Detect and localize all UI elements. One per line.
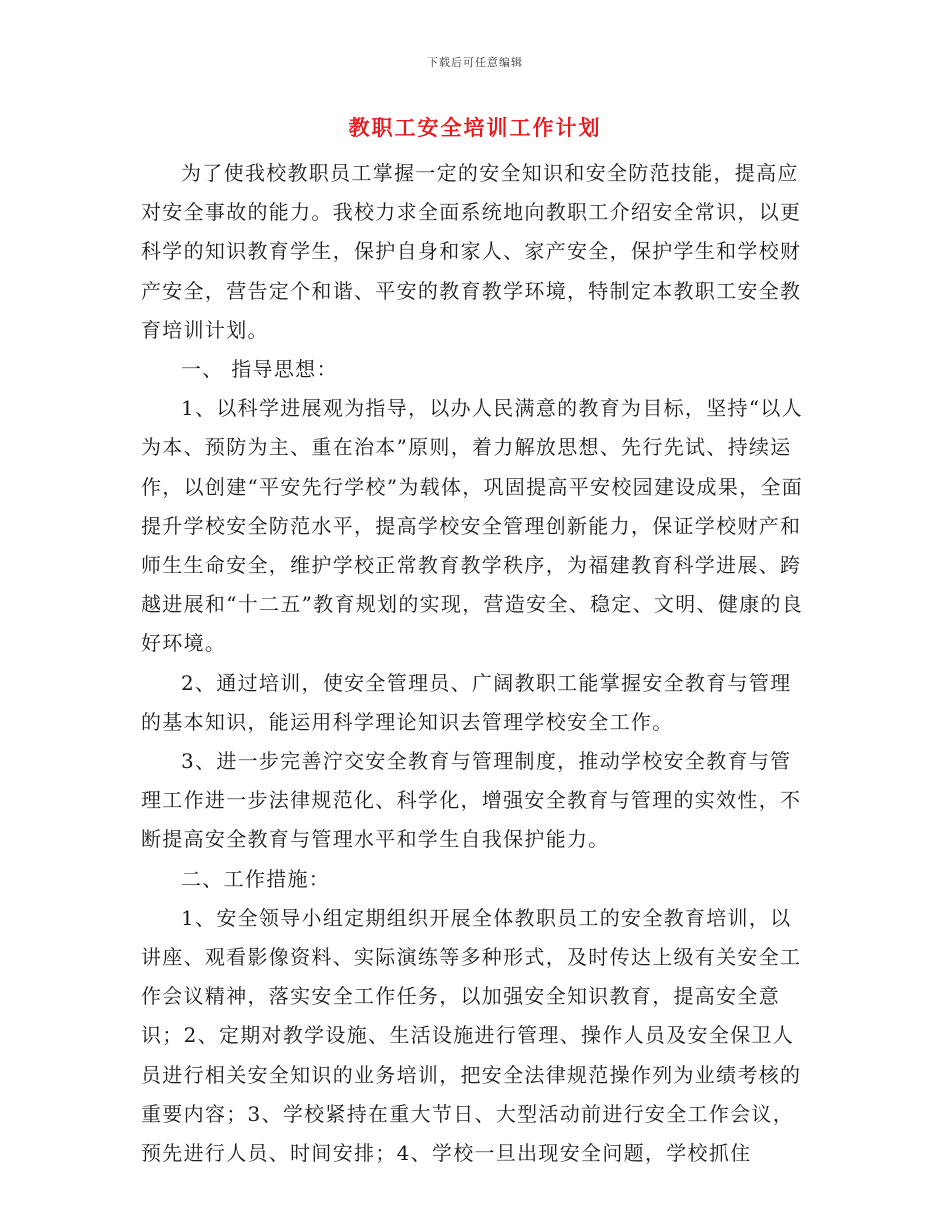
document-title: 教职工安全培训工作计划 — [348, 115, 602, 140]
section-heading-guiding-ideology: 一、 指导思想： — [181, 357, 338, 382]
guiding-ideology-item-1: 1、以科学进展观为指导，以办人民满意的教育为目标，坚持“以人为本、预防为主、重在治本”原则，着力解放思想、先行先试、持续运作，以创建“平安先行学校”为载体，巩固提高平安校园建设成果，全面提升学校安全防范水平，提高学校安全管理创新能力，保证学校财产和师生生命安全，维护学校正常教育教学秩序，为福建教育科学进展、跨越进展和“十二五”教育规划的实现，营造安全、稳定、文明、健康的良好环境。 — [141, 396, 804, 656]
intro-paragraph: 为了使我校教职员工掌握一定的安全知识和安全防范技能，提高应对安全事故的能力。我校力求全面系统地向教职工介绍安全常识，以更科学的知识教育学生，保护自身和家人、家产安全，保护学生和学校财产安全，营告定个和谐、平安的教育教学环境，特制定本教职工安全教育培训计划。 — [141, 161, 802, 342]
work-measures-paragraph: 1、安全领导小组定期组织开展全体教职员工的安全教育培训，以讲座、观看影像资料、实际演练等多种形式，及时传达上级有关安全工作会议精神，落实安全工作任务，以加强安全知识教育，提高安全意识；2、定期对教学设施、生活设施进行管理、操作人员及安全保卫人员进行相关安全知识的业务培训，把安全法律规范操作列为业绩考核的重要内容；3、学校紧持在重大节日、大型活动前进行安全工作会议，预先进行人员、时间安排；4、学校一旦出现安全问题，学校抓住 — [141, 905, 802, 1166]
page-header-note: 下载后可任意编辑 — [427, 56, 523, 69]
guiding-ideology-item-3: 3、进一步完善泞交安全教育与管理制度，推动学校安全教育与管理工作进一步法律规范化、科学化，增强安全教育与管理的实效性，不断提高安全教育与管理水平和学生自我保护能力。 — [141, 749, 802, 852]
document-body — [141, 154, 811, 1173]
guiding-ideology-item-2: 2、通过培训，使安全管理员、广阔教职工能掌握安全教育与管理的基本知识，能运用科学理论知识去管理学校安全工作。 — [141, 670, 792, 734]
section-heading-work-measures: 二、工作措施： — [181, 866, 331, 891]
